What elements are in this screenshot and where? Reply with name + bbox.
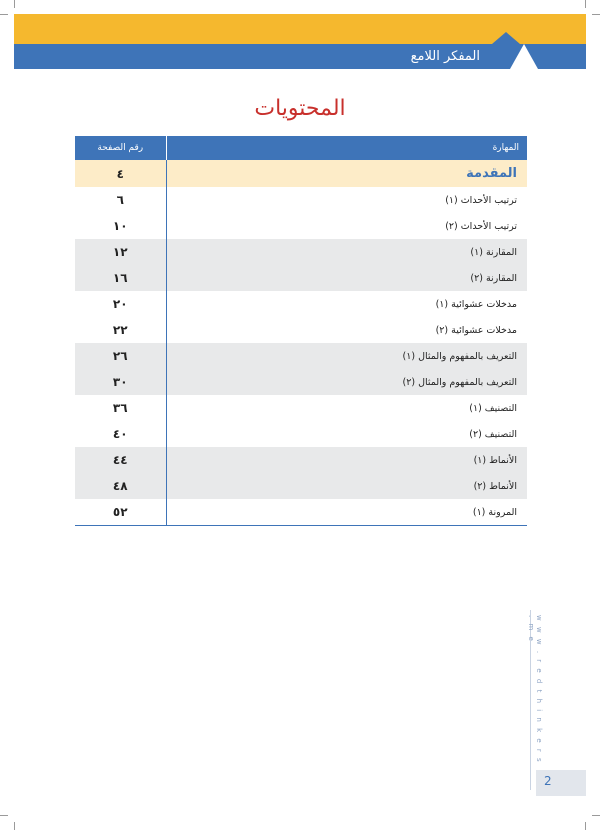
page-cell: ٤٠ [75, 421, 166, 447]
table-row [75, 187, 527, 213]
table-row [75, 395, 527, 421]
page-cell: ٢٦ [75, 343, 166, 369]
page-cell: ٥٢ [75, 499, 166, 526]
table-row [75, 421, 527, 447]
table-header-row [75, 136, 527, 160]
table-row [75, 291, 527, 317]
crop-mark [585, 0, 586, 8]
header-notch [492, 32, 520, 44]
header-triangle-cutout [510, 44, 538, 69]
contents-table [75, 136, 527, 526]
skill-cell: ترتيب الأحداث (١) [445, 194, 517, 206]
column-header-page: رقم الصفحة [75, 136, 166, 160]
skill-cell: التعريف بالمفهوم والمثال (٢) [166, 369, 527, 395]
crop-mark [0, 14, 8, 15]
page-cell: ٤ [75, 160, 166, 187]
website-url: w w w . r e d t h i n k e r s . m e [527, 615, 543, 764]
table-row [75, 473, 527, 499]
skill-cell: الأنماط (٢) [166, 473, 527, 499]
table-row [75, 265, 527, 291]
table-row [75, 447, 527, 473]
table-row [75, 239, 527, 265]
page-cell: ٢٠ [75, 291, 166, 317]
crop-mark [14, 822, 15, 830]
crop-mark [0, 815, 8, 816]
skill-cell: التصنيف (٢) [469, 428, 517, 440]
header-title: المفكر اللامع [410, 49, 480, 64]
skill-cell: ترتيب الأحداث (٢) [445, 220, 517, 232]
skill-cell: مدخلات عشوائية (٢) [435, 324, 517, 336]
page-cell: ٤٨ [75, 473, 166, 499]
page-cell: ١٠ [75, 213, 166, 239]
page-cell: ٣٦ [75, 395, 166, 421]
skill-cell: المقارنة (٢) [166, 265, 527, 291]
page-cell: ٢٢ [75, 317, 166, 343]
table-row [75, 499, 527, 526]
crop-mark [592, 14, 600, 15]
page-title: المحتويات [254, 96, 346, 121]
page-number: 2 [544, 774, 552, 788]
page-cell: ٦ [75, 187, 166, 213]
page-number-box [536, 770, 586, 796]
skill-cell: المقارنة (١) [166, 239, 527, 265]
skill-cell: مدخلات عشوائية (١) [435, 298, 517, 310]
crop-mark [585, 822, 586, 830]
skill-cell: التصنيف (١) [469, 402, 517, 414]
crop-mark [14, 0, 15, 8]
table-row-intro [75, 160, 527, 187]
table-row [75, 317, 527, 343]
page-cell: ١٦ [75, 265, 166, 291]
skill-cell: المقدمة [166, 160, 527, 187]
skill-cell: التعريف بالمفهوم والمثال (١) [166, 343, 527, 369]
page-cell: ٣٠ [75, 369, 166, 395]
table-row [75, 343, 527, 369]
skill-cell: الأنماط (١) [166, 447, 527, 473]
header-blue-band [14, 44, 586, 69]
column-header-skill: المهارة [166, 136, 527, 160]
table-row [75, 213, 527, 239]
crop-mark [592, 815, 600, 816]
skill-cell: المرونة (١) [166, 499, 527, 526]
page-cell: ١٢ [75, 239, 166, 265]
table-row [75, 369, 527, 395]
page-cell: ٤٤ [75, 447, 166, 473]
